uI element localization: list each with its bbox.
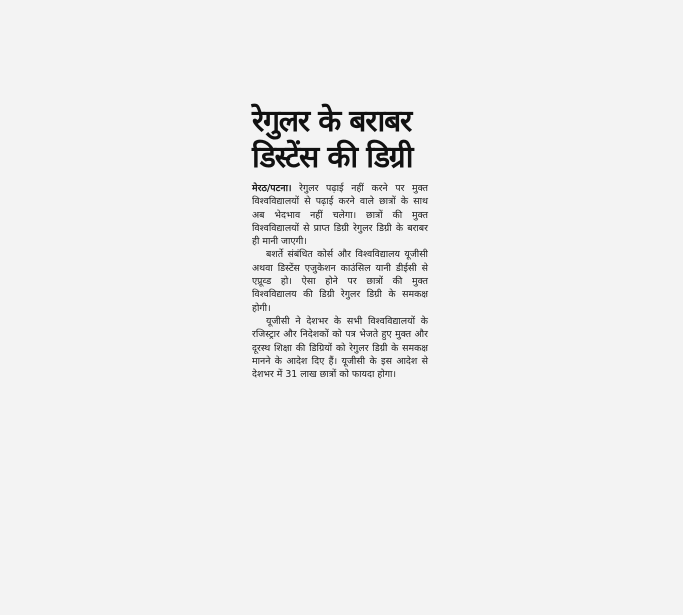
headline-line-1: रेगुलर के बराबर [252, 104, 412, 139]
article-body [252, 182, 428, 381]
headline-line-2: डिस्टेंस की डिग्री [252, 140, 413, 175]
paragraph-3: यूजीसी ने देशभर के सभी विश्वविद्यालयों के रजिस्ट्रार और निदेशकों को पत्र भेजते हुए मुक्त और दूरस्थ शिक्षा की डिग्रियों को रेगुलर डिग्री के समकक्ष मानने के आदेश दिए हैं। यूजीसी के इस आदेश से देशभर में 31 लाख छात्रों को फायदा होगा। [252, 315, 428, 381]
paragraph-1-text: रेगुलर पढ़ाई नहीं करने पर मुक्त विश्वविद्यालयों से पढ़ाई करने वाले छात्रों के साथ अब भेदभाव नहीं चलेगा। छात्रों की मुक्त विश्वविद्यालयों से प्राप्त डिग्री रेगुलर डिग्री के बराबर ही मानी जाएगी। [252, 183, 428, 248]
paragraph-1 [252, 182, 428, 248]
news-clipping [252, 104, 428, 494]
headline [252, 104, 428, 176]
paragraph-2: बशर्ते संबंधित कोर्स और विश्वविद्यालय यूजीसी अथवा डिस्टेंस एजुकेशन काउंसिल यानी डीईसी से एप्रूव्ड हो। ऐसा होने पर छात्रों की मुक्त विश्वविद्यालय की डिग्री रेगुलर डिग्री के समकक्ष होगी। [252, 249, 428, 314]
dateline: मेरठ/पटना। [252, 183, 292, 194]
